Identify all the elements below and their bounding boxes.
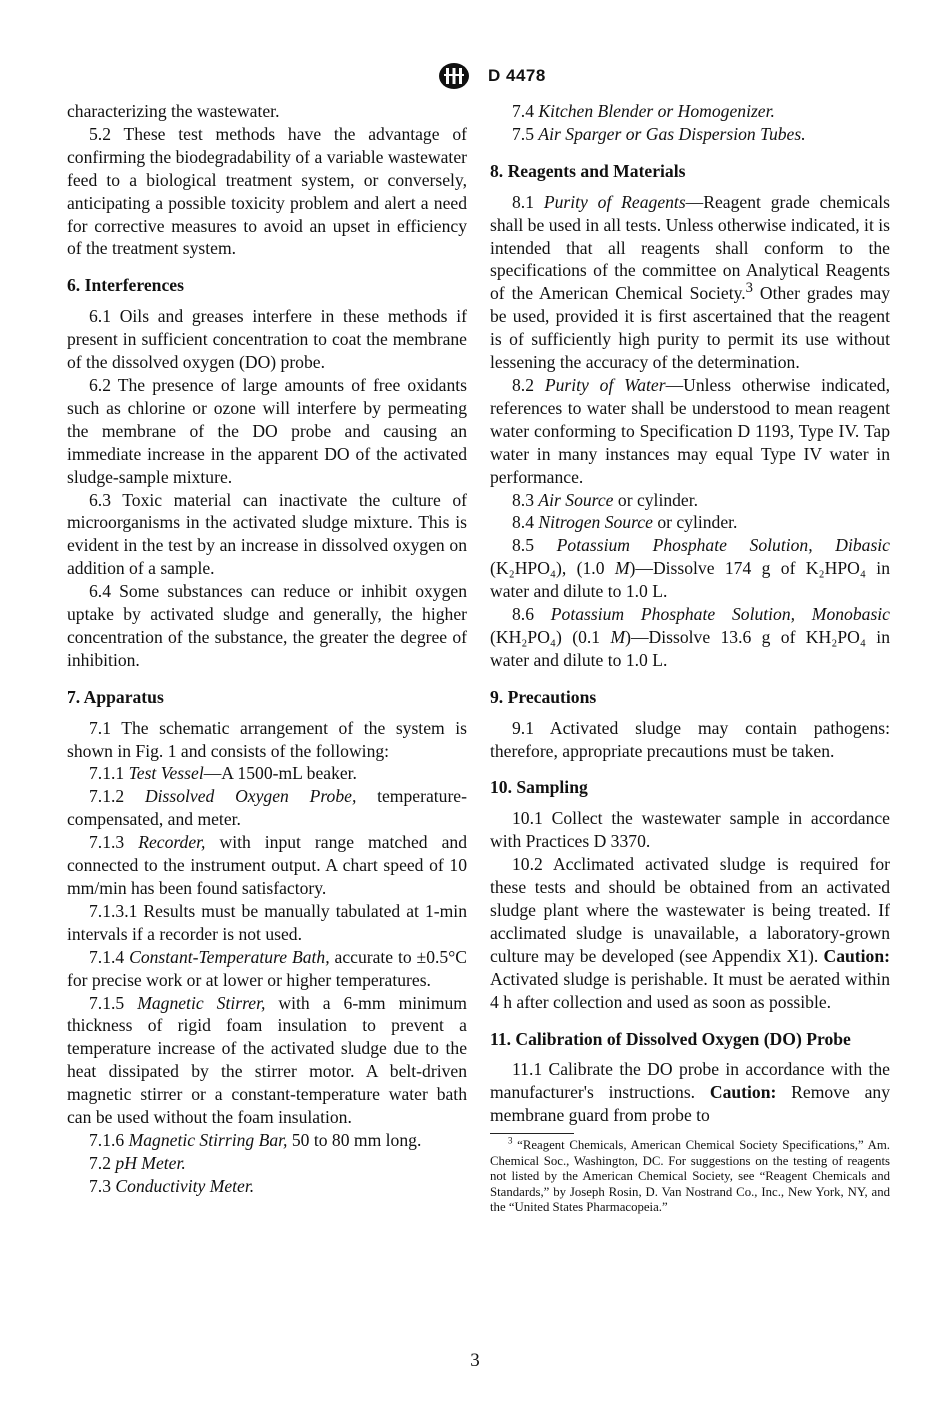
right-column <box>490 100 890 1216</box>
paragraph-7-1-2: 7.1.2 Dissolved Oxygen Probe, temperature-compensated, and meter. <box>67 786 467 830</box>
section-heading-11: 11. Calibration of Dissolved Oxygen (DO) Probe <box>490 1028 851 1049</box>
paragraph-8-6: 8.6 Potassium Phosphate Solution, Monobasic (KH₂PO₄) (0.1 M)—Dissolve 13.6 g of KH₂PO₄ in water and dilute to 1.0 L. <box>490 604 890 670</box>
paragraph-6-2: 6.2 The presence of large amounts of free oxidants such as chlorine or ozone will interfere by permeating the membrane of the DO probe and causing an immediate increase in the apparent DO of the activated sludge-sample mixture. <box>67 374 467 487</box>
footnote-reference: 3 <box>745 280 753 297</box>
document-designation: D 4478 <box>488 66 546 85</box>
paragraph-8-4: 8.4 Nitrogen Source or cylinder. <box>512 512 738 533</box>
paragraph-11-1: 11.1 Calibrate the DO probe in accordance with the manufacturer's instructions. Caution: Remove any membrane guard from probe to <box>490 1059 890 1126</box>
paragraph-7-3: 7.3 Conductivity Meter. <box>89 1175 255 1196</box>
paragraph-5-2: 5.2 These test methods have the advantage of confirming the biodegradability of a variable wastewater feed to a biological treatment system, or conversely, anticipating a possible toxicity problem and alert a need for corrective measures to avoid an upset in efficiency of the treatment system. <box>67 123 467 259</box>
paragraph: characterizing the wastewater. <box>67 101 280 121</box>
paragraph-8-5: 8.5 Potassium Phosphate Solution, Dibasic (K₂HPO₄), (1.0 M)—Dissolve 174 g of K₂HPO₄ in water and dilute to 1.0 L. <box>490 535 890 602</box>
section-heading-8: 8. Reagents and Materials <box>490 160 686 181</box>
astm-logo-icon <box>437 62 471 90</box>
section-heading-9: 9. Precautions <box>490 686 597 707</box>
paragraph-7-1-4: 7.1.4 Constant-Temperature Bath, accurate to ±0.5°C for precise work or at lower or higher temperatures. <box>67 946 467 990</box>
footnote: $^3$ “Reagent Chemicals, American Chemical Society Specifications,” Am. Chemical Soc., Washington, DC. For suggestions on the testing of reagents not listed by the American Chemical Society, see “Reagent Chemicals and Standards,” by Joseph Rosin, D. Van Nostrand Co., Inc., New York, NY, and the “United States Pharmacopeia.” <box>490 1135 890 1215</box>
paragraph-8-2: 8.2 Purity of Water—Unless otherwise indicated, references to water shall be understood to mean reagent water conforming to Specification D 1193, Type IV. Tap water in many instances may equal Type IV water in performance. <box>490 374 890 487</box>
paragraph-7-1: 7.1 The schematic arrangement of the system is shown in Fig. 1 and consists of the following: <box>67 717 467 761</box>
left-column <box>67 100 467 1198</box>
paragraph-6-1: 6.1 Oils and greases interfere in these methods if present in sufficient concentration to coat the membrane of the dissolved oxygen (DO) probe. <box>67 306 467 373</box>
paragraph-7-1-6: 7.1.6 Magnetic Stirring Bar, 50 to 80 mm long. <box>89 1129 422 1150</box>
paragraph-7-1-5: 7.1.5 Magnetic Stirrer, with a 6-mm minimum thickness of rigid foam insulation to prevent a temperature increase of the activated sludge due to the heat dissipated by the stirrer motor. A belt-driven magnetic stirrer or a constant-temperature water bath can be used without the foam insulation. <box>67 992 467 1128</box>
paragraph-7-1-3: 7.1.3 Recorder, with input range matched and connected to the instrument output. A chart speed of 10 mm/min has been found satisfactory. <box>67 832 468 898</box>
paragraph-10-1: 10.1 Collect the wastewater sample in accordance with Practices D 3370. <box>490 808 890 852</box>
paragraph-10-2: 10.2 Acclimated activated sludge is required for these tests and should be obtained from an activated sludge plant where the wastewater is being treated. If acclimated sludge is unavailable, a laboratory-grown culture may be developed (see Appendix X1). Caution: Activated sludge is perishable. It must be aerated within 4 h after collection and used as soon as possible. <box>490 854 890 1012</box>
section-heading-7: 7. Apparatus <box>67 686 164 707</box>
paragraph-8-1: 8.1 Purity of Reagents—Reagent grade chemicals shall be used in all tests. Unless otherwise indicated, it is intended that all reagents shall conform to the specifications of the committee on Analytical Reagents of the American Chemical Society.$^3$ Other grades may be used, provided it is first ascertained that the reagent is of sufficiently high purity to permit its use without lessening the accuracy of the determination. <box>490 191 890 373</box>
paragraph-7-5: 7.5 Air Sparger or Gas Dispersion Tubes. <box>512 123 806 144</box>
section-heading-10: 10. Sampling <box>490 777 588 798</box>
paragraph-6-3: 6.3 Toxic material can inactivate the culture of microorganisms in the activated sludge mixture. This is evident in the test by an increase in dissolved oxygen on addition of a sample. <box>67 489 467 579</box>
paragraph-7-1-1: 7.1.1 Test Vessel—A 1500-mL beaker. <box>89 763 357 784</box>
paragraph-7-2: 7.2 pH Meter. <box>89 1152 186 1173</box>
footnote-divider <box>490 1133 574 1134</box>
page-header <box>0 62 950 92</box>
paragraph-7-4: 7.4 Kitchen Blender or Homogenizer. <box>512 101 775 121</box>
paragraph-6-4: 6.4 Some substances can reduce or inhibit oxygen uptake by activated sludge and generally, the higher concentration of the substance, the greater the degree of inhibition. <box>67 581 467 670</box>
paragraph-9-1: 9.1 Activated sludge may contain pathogens: therefore, appropriate precautions must be taken. <box>490 717 890 761</box>
paragraph-7-1-3-1: 7.1.3.1 Results must be manually tabulated at 1-min intervals if a recorder is not used. <box>67 900 467 944</box>
page-number: 3 <box>470 1350 480 1371</box>
section-heading-6: 6. Interferences <box>67 275 184 296</box>
paragraph-8-3: 8.3 Air Source or cylinder. <box>512 489 699 510</box>
